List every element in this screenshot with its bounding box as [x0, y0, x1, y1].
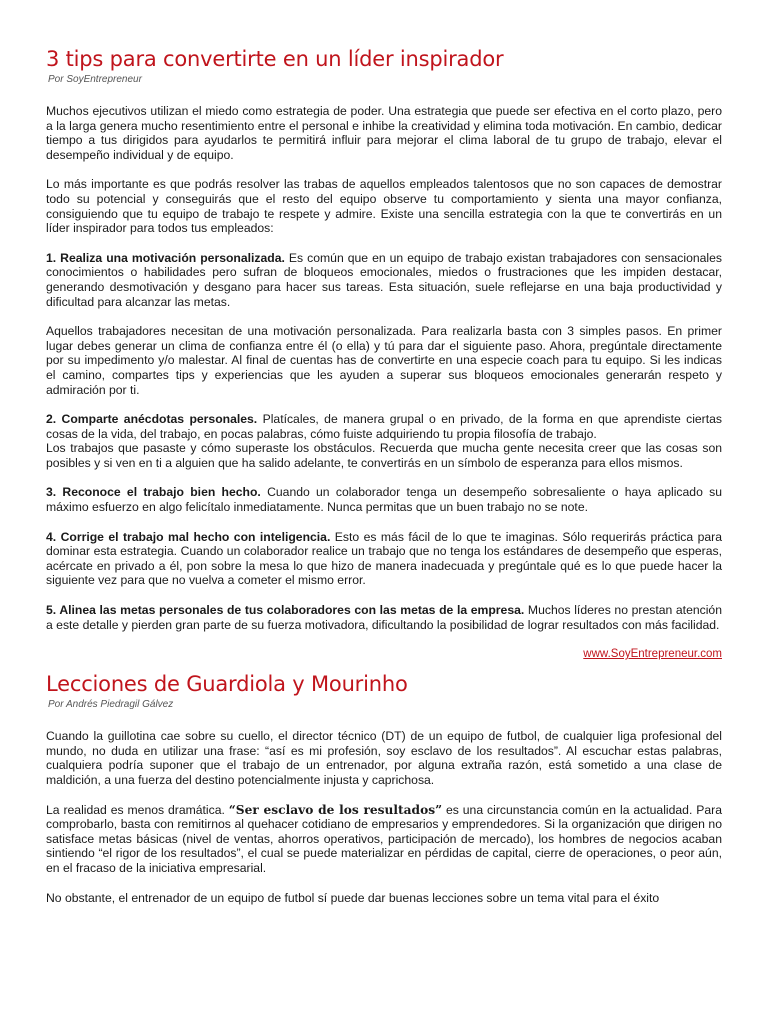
tip-3-lead: 3. Reconoce el trabajo bien hecho. — [46, 485, 261, 500]
tip-1-lead: 1. Realiza una motivación personalizada. — [46, 250, 285, 265]
article-title: 3 tips para convertirte en un líder inspirador — [46, 47, 504, 71]
article-title: Lecciones de Guardiola y Mourinho — [46, 672, 408, 697]
quote: “Ser esclavo de los resultados” — [228, 802, 443, 817]
tip-2-lead: 2. Comparte anécdotas personales. — [46, 412, 258, 427]
paragraph: Muchos ejecutivos utilizan el miedo como estrategia de poder. Una estrategia que puede ser efectiva en el corto plazo, pero a la larga genera mucho resentimiento entre el personal e inhibe la creatividad y elimina toda motivación. En cambio, dedicar tiempo a tus dirigidos para ayudarlos te permitirá influir para mejorar el clima laboral de tu grupo de trabajo, elevar el desempeño individual y de equipo. — [46, 104, 722, 162]
paragraph: Lo más importante es que podrás resolver las trabas de aquellos empleados talentosos que no son capaces de demostrar todo su potencial y conseguirás que el resto del equipo observe tu comportamiento y sienta una mayor confianza, consiguiendo que tu equipo de trabajo te respete y admire. Existe una sencilla estrategia con la que te convertirás en un líder inspirador para todos tus empleados: — [46, 177, 722, 236]
paragraph-rest: es una circunstancia común en la actualidad. Para comprobarlo, basta con remitirnos al quehacer cotidiano de empresarios y emprendedores. Si la organización que dirigen no satisface metas básicas (nivel de ventas, ahorros operativos, participación de mercado), los hombres de negocios acaban sintiendo “el rigor de los resultados”, el cual se puede materializar en pérdidas de capital, cierre de operaciones, o peor aún, en el fracaso de la iniciativa empresarial. — [46, 802, 722, 875]
tip-5-lead: 5. Alinea las metas personales de tus colaboradores con las metas de la empresa. — [46, 603, 525, 618]
tip-2-text: Platícales, de manera grupal o en privado, de la forma en que aprendiste ciertas cosas de la vida, del trabajo, en pocas palabras, cómo fuiste adquiriendo tu propia filosofía de trabajo. — [46, 412, 722, 441]
article-byline: Por SoyEntrepreneur — [48, 74, 142, 85]
tip-2 — [46, 412, 722, 470]
tip-4 — [46, 530, 722, 588]
tip-3 — [46, 485, 722, 514]
article-byline: Por Andrés Piedragil Gálvez — [48, 699, 174, 711]
tip-5-text: Muchos líderes no prestan atención a este detalle y pierden gran parte de su fuerza motivadora, dificultando la posibilidad de lograr resultados con más facilidad. — [46, 603, 722, 632]
tip-4-lead: 4. Corrige el trabajo mal hecho con inteligencia. — [46, 529, 331, 544]
tip-1 — [46, 251, 722, 309]
tip-3-text: Cuando un colaborador tenga un desempeño sobresaliente o haya aplicado su máximo esfuerzo en algo felicítalo inmediatamente. Nunca permitas que un buen trabajo no se note. — [46, 485, 722, 515]
tip-5 — [46, 603, 722, 632]
paragraph: Cuando la guillotina cae sobre su cuello, el director técnico (DT) de un equipo de futbol, de cualquier liga profesional del mundo, no duda en utilizar una frase: “así es mi profesión, soy esclavo de los resultados”. Al escuchar estas palabras, cualquiera podría suponer que el trabajo de un entrenador, por alguna extraña razón, está sometido a una clase de maldición, a una fuerza del destino potencialmente injusta y caprichosa. — [46, 729, 722, 787]
paragraph — [46, 803, 722, 876]
tip-1-text: Es común que en un equipo de trabajo existan trabajadores con sensacionales conocimientos o habilidades pero sufran de bloqueos emocionales, miedos o frustraciones que les impiden destacar, generando desmotivación y desgano para hacer sus tareas. Esta situación, suele reflejarse en una baja productividad y dificultad para alcanzar las metas. — [46, 250, 722, 309]
paragraph: Aquellos trabajadores necesitan de una motivación personalizada. Para realizarla basta con 3 simples pasos. En primer lugar debes generar un clima de confianza entre él (o ella) y tú para dar el siguiente paso. Ahora, pregúntale directamente por su impedimento y/o malestar. Al final de cuentas has de convertirte en una especie coach para tu equipo. Si les indicas el camino, compartes tips y experiencias que les ayuden a superar sus bloqueos emocionales generarán respeto y admiración por ti. — [46, 324, 722, 397]
tip-4-text: Esto es más fácil de lo que te imaginas. Sólo requerirás práctica para dominar esta estrategia. Cuando un colaborador realice un trabajo que no tenga los estándares de desempeño que esperas, acércate en privado a él, pon sobre la mesa lo que hizo de manera inadecuada y pregúntale qué es lo que puede hacer la siguiente vez para que no vuelva a cometer el mismo error. — [46, 529, 722, 588]
source-link-row — [46, 647, 722, 661]
paragraph-start: La realidad es menos dramática. — [46, 802, 229, 817]
paragraph: No obstante, el entrenador de un equipo de futbol sí puede dar buenas lecciones sobre un tema vital para el éxito — [46, 890, 660, 905]
tip-2-text-continued: Los trabajos que pasaste y cómo superaste los obstáculos. Recuerda que mucha gente necesita creer que las cosas son posibles y si ven en ti a alguien que ha salido adelante, te convertirás en un símbolo de esperanza para ellos mismos. — [46, 441, 722, 470]
source-link[interactable]: www.SoyEntrepreneur.com — [583, 648, 722, 661]
